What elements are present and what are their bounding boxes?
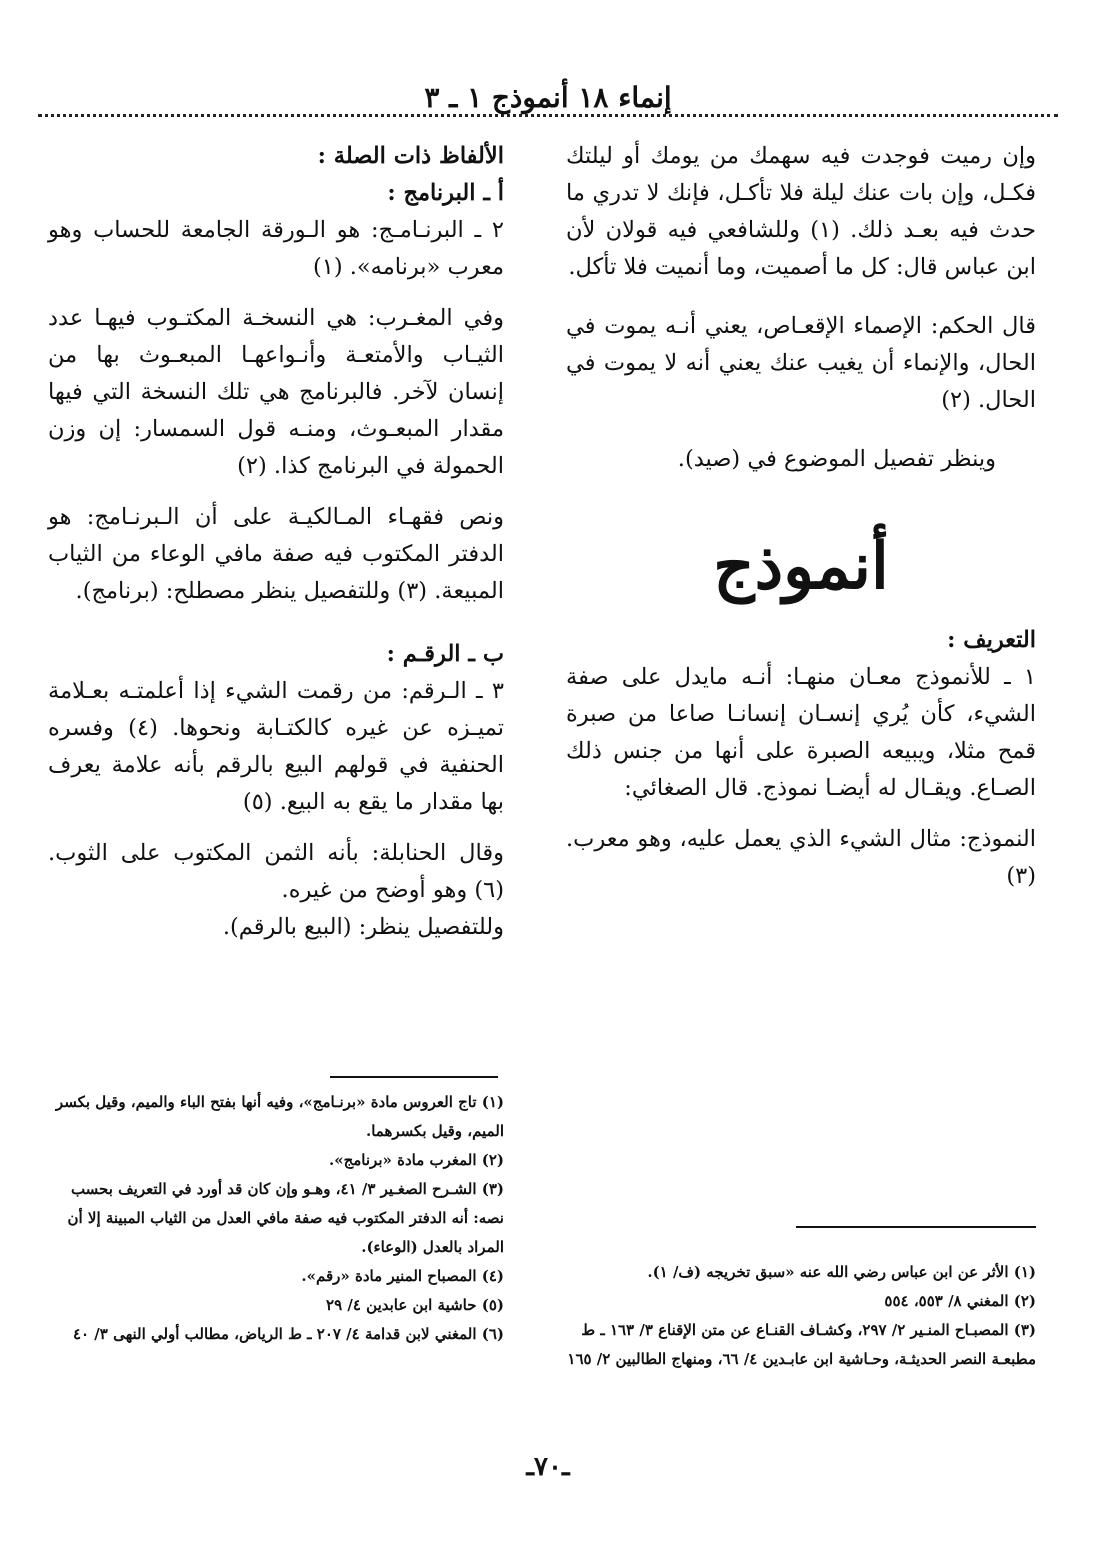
footnote-rule-right	[796, 1226, 1036, 1228]
paragraph: ١ ـ للأنموذج معـان منهـا: أنـه مايدل على صفة الشيء، كأن يُري إنسـان إنسانـا صاعا من صبرة قمح مثلا، ويبيعه الصبرة على أنها من جنس ذلك الصـاع. ويقـال له أيضـا نموذج. قال الصغائي:	[566, 664, 1036, 801]
paragraph: ونص فقهـاء المـالكيـة على أن الـبرنـامج: هو الدفتر المكتوب فيه صفة مافي الوعاء من الثياب المبيعة. (٣) وللتفصيل ينظر مصطلح: (برنامج).	[48, 504, 504, 604]
section-heading: التعريف :	[947, 627, 1036, 653]
footnote: (١) الأثر عن ابن عباس رضي الله عنه «سبق تخريجه (ف/ ١).	[647, 1263, 1036, 1281]
paragraph: قال الحكم: الإصماء الإقعـاص، يعني أنـه يموت في الحال، والإنماء أن يغيب عنك يعني أنه لا يموت في الحال. (٢)	[566, 313, 1036, 413]
footnote: (٢) المغرب مادة «برنامج».	[328, 1151, 504, 1169]
paragraph: ٣ ـ الـرقم: من رقمت الشيء إذا أعلمتـه بعـلامة تميـزه عن غيره كالكتـابة ونحوها. (٤) وفسره الحنفية في قولهم البيع بالرقم بأنه علامة يعرف بها مقدار ما يقع به البيع. (٥)	[48, 678, 505, 815]
paragraph: ٢ ـ البرنـامـج: هو الـورقة الجامعة للحساب وهو معرب «برنامه». (١)	[48, 217, 504, 280]
footnote: (٥) حاشية ابن عابدين ٤/ ٢٩	[326, 1296, 504, 1314]
article-title: أنموذج	[713, 529, 889, 604]
footnotes-left	[48, 1088, 504, 1349]
footnote-rule-left	[330, 1076, 498, 1078]
footnotes-right	[566, 1258, 1036, 1374]
footnote: (٤) المصباح المنير مادة «رقم».	[301, 1267, 504, 1285]
right-column	[566, 138, 1036, 895]
footnote: (٢) المغني ٨/ ٥٥٣، ٥٥٤	[884, 1292, 1036, 1310]
footnote: (١) تاج العروس مادة «برنـامج»، وفيه أنها بفتح الباء والميم، وقيل بكسر الميم، وقيل بكسرهما.	[55, 1093, 504, 1140]
footnote: (٦) المغني لابن قدامة ٤/ ٢٠٧ ـ ط الرياض، مطالب أولي النهى ٣/ ٤٠	[72, 1325, 504, 1343]
paragraph: وفي المغـرب: هي النسخـة المكتـوب فيهـا عدد الثيـاب والأمتعـة وأنـواعهـا المبعـوث بها من إنسان لآخر. فالبرنامج هي تلك النسخة التي فيها مقدار المبعـوث، ومنـه قول السمسار: إن وزن الحمولة في البرنامج كذا. (٢)	[48, 305, 504, 479]
footnote: (٣) الشـرح الصغـير ٣/ ٤١، وهـو وإن كان قد أورد في التعريف بحسب نصه: أنه الدفتر المكتوب فيه صفة مافي العدل من الثياب المبينة إلا أن المراد بالعدل (الوعاء).	[67, 1180, 504, 1256]
paragraph: النموذج: مثال الشيء الذي يعمل عليه، وهو معرب. (٣)	[566, 826, 1036, 889]
page-number: ـ٧٠ـ	[526, 1452, 570, 1482]
paragraph: وقال الحنابلة: بأنه الثمن المكتوب على الثوب. (٦) وهو أوضح من غيره.	[48, 840, 504, 903]
paragraph: وللتفصيل ينظر: (البيع بالرقم).	[222, 914, 504, 940]
left-column	[48, 138, 504, 946]
paragraph: وينظر تفصيل الموضوع في (صيد).	[677, 446, 996, 472]
footnote: (٣) المصبـاح المنـير ٢/ ٢٩٧، وكشـاف القنـاع عن متن الإقناع ٣/ ١٦٣ ـ ط مطبعـة النصر الحديثـة، وحـاشية ابن عابـدين ٤/ ٦٦، ومنهاج الطالبين ٢/ ١٦٥	[567, 1321, 1036, 1368]
paragraph: وإن رميت فوجدت فيه سهمك من يومك أو ليلتك فكـل، وإن بات عنك ليلة فلا تأكـل، فإنك لا تدري ما حدث فيه بعـد ذلك. (١) وللشافعي فيه قولان لأن ابن عباس قال: كل ما أصميت، وما أنميت فلا تأكل.	[566, 143, 1037, 280]
subsection-heading: أ ـ البرنامج :	[387, 180, 504, 206]
subsection-heading: ب ـ الرقـم :	[386, 641, 504, 667]
section-heading: الألفاظ ذات الصلة :	[317, 143, 504, 169]
header-dotted-rule	[38, 114, 1058, 117]
running-header: إنماء ١٨ أنموذج ١ ـ ٣	[424, 81, 672, 114]
